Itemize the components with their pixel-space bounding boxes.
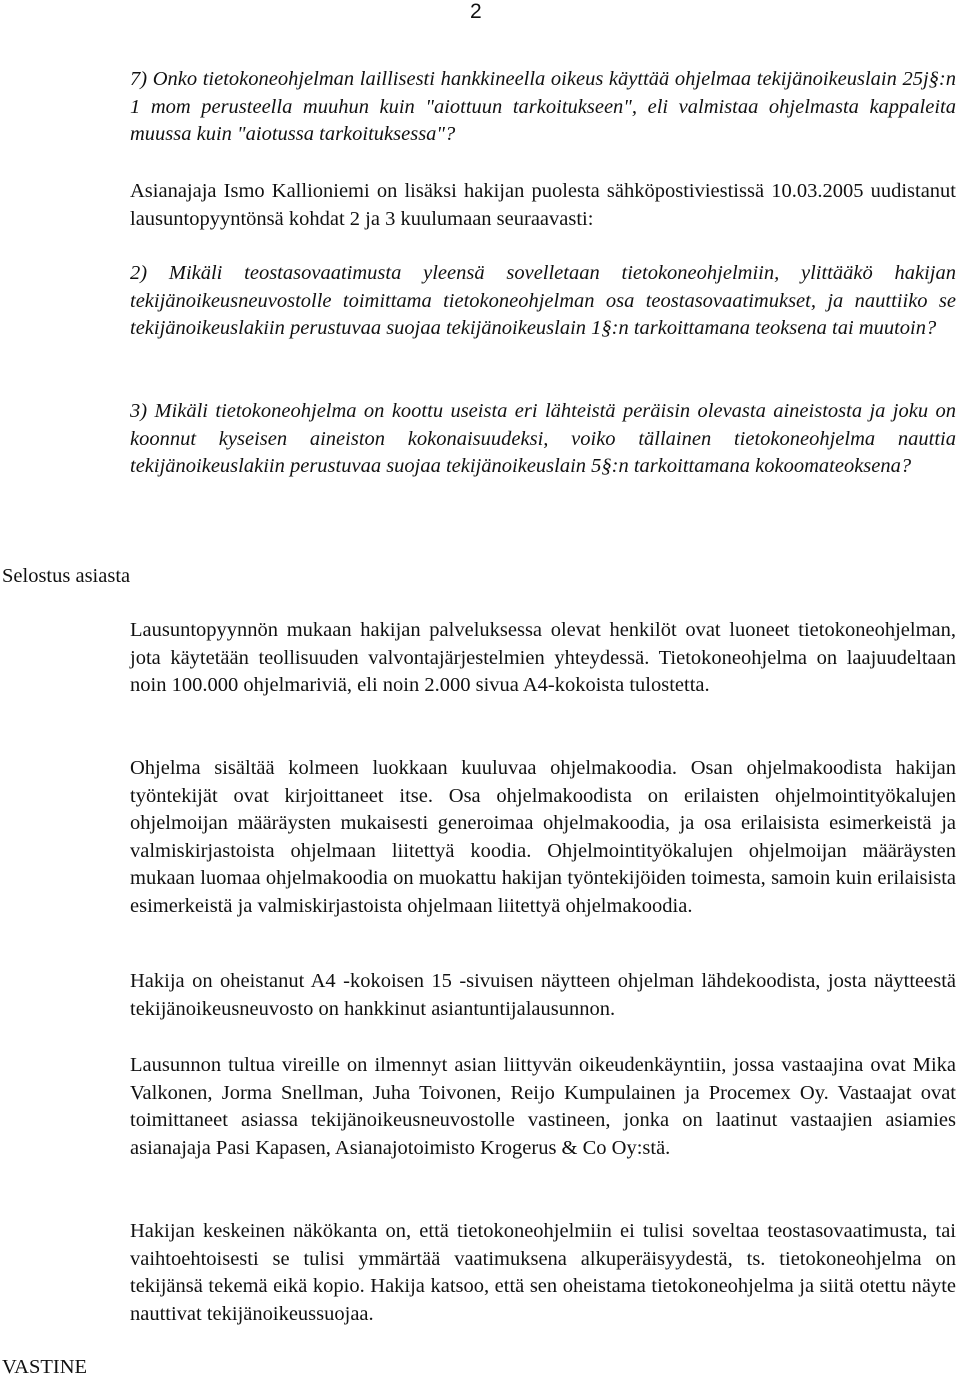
section-heading-vastine: VASTINE (2, 1356, 88, 1378)
question-3: 3) Mikäli tietokoneohjelma on koottu useista eri lähteistä peräisin olevasta aineistosta ja joku on koonnut kyseisen aineiston kokonaisuudeksi, voiko tällainen tietokoneohjelma nauttia tekijänoikeuslakiin perustuvaa suojaa tekijänoikeuslain 5§:n tarkoittamana kokoomateoksena? (130, 400, 956, 477)
paragraph-1: Lausuntopyynnön mukaan hakijan palveluksessa olevat henkilöt ovat luoneet tietokoneohjelman, jota käytetään teollisuuden valvontajärjestelmien yhteydessä. Tietokoneohjelma on laajuudeltaan noin 100.000 ohjelmariviä, eli noin 2.000 sivua A4-kokoista tulostetta. (130, 619, 956, 696)
question-7: 7) Onko tietokoneohjelman laillisesti hankkineella oikeus käyttää ohjelmaa tekijänoikeuslain 25j§:n 1 mom perusteella muuhun kuin "aiottuun tarkoitukseen", eli valmistaa ohjelmasta kappaleita muussa kuin "aiotussa tarkoituksessa"? (130, 68, 956, 145)
paragraph-2: Ohjelma sisältää kolmeen luokkaan kuuluvaa ohjelmakoodia. Osan ohjelmakoodista hakijan työntekijät ovat kirjoittaneet itse. Osa ohjelmakoodista on erilaisten ohjelmointityökalujen ohjelmoijan määräysten mukaisesti generoimaa ohjelmakoodia, ja osa erilaisista esimerkeistä ja valmiskirjastoista ohjelmaan liitettyä koodia. Ohjelmointityökalujen ohjelmoijan määräysten mukaan luomaa ohjelmakoodia on muokattu hakijan työntekijöiden toimesta, samoin kuin erilaisista esimerkeistä ja valmiskirjastoista ohjelmaan liitettyä ohjelmakoodia. (130, 757, 956, 917)
paragraph-3: Hakija on oheistanut A4 -kokoisen 15 -sivuisen näytteen ohjelman lähdekoodista, josta näytteestä tekijänoikeusneuvosto on hankkinut asiantuntijalausunnon. (130, 970, 956, 1020)
paragraph-4: Lausunnon tultua vireille on ilmennyt asian liittyvän oikeudenkäyntiin, jossa vastaajina ovat Mika Valkonen, Jorma Snellman, Juha Toivonen, Reijo Kumpulainen ja Procemex Oy. Vastaajat ovat toimittaneet asiassa tekijänoikeusneuvostolle vastineen, jonka on laatinut vastaajien asiamies asianajaja Pasi Kapasen, Asianajotoimisto Krogerus & Co Oy:stä. (130, 1054, 956, 1159)
paragraph-5: Hakijan keskeinen näkökanta on, että tietokoneohjelmiin ei tulisi soveltaa teostasovaatimusta, tai vaihtoehtoisesti se tulisi ymmärtää vaatimuksena alkuperäisyydestä, ts. tietokoneohjelma on tekijänsä tekemä eikä kopio. Hakija katsoo, että sen oheistama tietokoneohjelma ja siitä otettu näyte nauttivat tekijänoikeussuojaa. (130, 1220, 956, 1325)
page-number: 2 (470, 0, 482, 23)
section-heading-selostus: Selostus asiasta (2, 565, 131, 587)
intro-paragraph: Asianajaja Ismo Kallioniemi on lisäksi hakijan puolesta sähköpostiviestissä 10.03.2005 uudistanut lausuntopyyntönsä kohdat 2 ja 3 kuulumaan seuraavasti: (130, 180, 956, 230)
question-2: 2) Mikäli teostasovaatimusta yleensä sovelletaan tietokoneohjelmiin, ylittääkö hakijan tekijänoikeusneuvostolle toimittama tietokoneohjelman osa teostasovaatimukset, ja nauttiiko se tekijänoikeuslakiin perustuvaa suojaa tekijänoikeuslain 1§:n tarkoittamana teoksena tai muutoin? (130, 262, 956, 339)
